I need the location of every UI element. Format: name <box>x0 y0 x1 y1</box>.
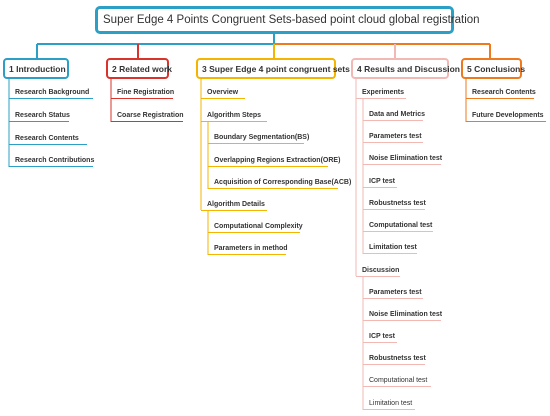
branch-related-work[interactable]: 2 Related work <box>106 58 169 79</box>
method-detail-computational-complexity[interactable]: Computational Complexity <box>208 222 300 233</box>
experiment-computational-test[interactable]: Computational test <box>363 221 433 232</box>
experiment-data-and-metrics[interactable]: Data and Metrics <box>363 110 423 121</box>
method-step-corresponding-base[interactable]: Acquisition of Corresponding Base(ACB) <box>208 178 338 189</box>
method-detail-parameters[interactable]: Parameters in method <box>208 244 286 255</box>
experiment-robustness-test[interactable]: Robustnetss test <box>363 199 425 210</box>
branch-results-discussion[interactable]: 4 Results and Discussion <box>351 58 449 79</box>
branch-introduction[interactable]: 1 Introduction <box>3 58 69 79</box>
experiment-icp-test[interactable]: ICP test <box>363 177 397 188</box>
results-experiments[interactable]: Experiments <box>356 88 406 99</box>
discussion-icp-test[interactable]: ICP test <box>363 332 397 343</box>
discussion-limitation-test[interactable]: Limitation test <box>363 399 415 410</box>
introduction-item-research-status[interactable]: Research Status <box>9 111 69 122</box>
introduction-item-research-contents[interactable]: Research Contents <box>9 134 87 145</box>
introduction-item-research-contributions[interactable]: Research Contributions <box>9 156 93 167</box>
branch-conclusions[interactable]: 5 Conclusions <box>461 58 522 79</box>
root-topic[interactable]: Super Edge 4 Points Congruent Sets-based point cloud global registration <box>95 6 454 34</box>
related-item-coarse-registration[interactable]: Coarse Registration <box>111 111 183 122</box>
experiment-parameters-test[interactable]: Parameters test <box>363 132 423 143</box>
method-algorithm-details[interactable]: Algorithm Details <box>201 200 267 211</box>
experiment-noise-elimination-test[interactable]: Noise Elimination test <box>363 154 441 165</box>
conclusions-item-future-developments[interactable]: Future Developments <box>466 111 546 122</box>
discussion-robustness-test[interactable]: Robustnetss test <box>363 354 425 365</box>
results-discussion[interactable]: Discussion <box>356 266 400 277</box>
method-algorithm-steps[interactable]: Algorithm Steps <box>201 111 267 122</box>
method-item-overview[interactable]: Overview <box>201 88 245 99</box>
method-step-boundary-segmentation[interactable]: Boundary Segmentation(BS) <box>208 133 304 144</box>
experiment-limitation-test[interactable]: Limitation test <box>363 243 417 254</box>
method-step-overlapping-regions[interactable]: Overlapping Regions Extraction(ORE) <box>208 156 328 167</box>
discussion-noise-elimination-test[interactable]: Noise Elimination test <box>363 310 441 321</box>
branch-method[interactable]: 3 Super Edge 4 point congruent sets <box>196 58 336 79</box>
related-item-fine-registration[interactable]: Fine Registration <box>111 88 173 99</box>
introduction-item-research-background[interactable]: Research Background <box>9 88 93 99</box>
discussion-parameters-test[interactable]: Parameters test <box>363 288 423 299</box>
conclusions-item-research-contents[interactable]: Research Contents <box>466 88 534 99</box>
discussion-computational-test[interactable]: Computational test <box>363 376 431 387</box>
